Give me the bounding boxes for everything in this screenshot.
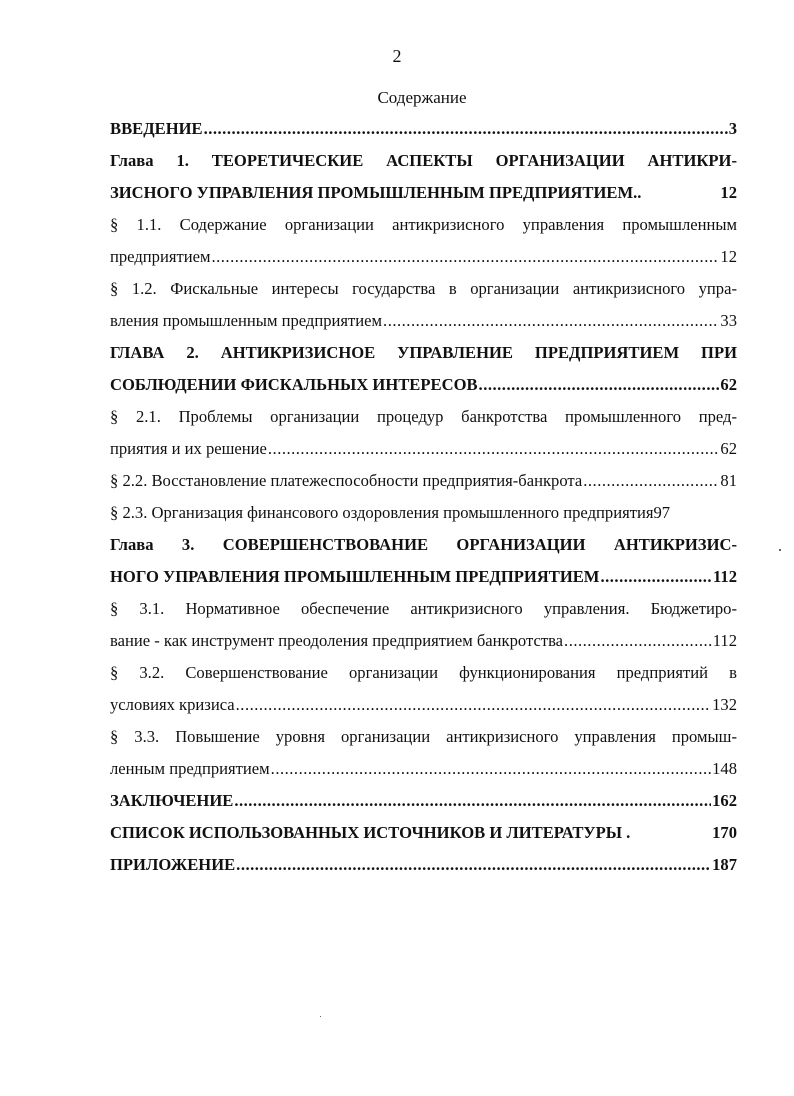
toc-entry-title: вание - как инструмент преодоления предприятием банкротства xyxy=(110,631,564,650)
toc-entry-title: приятия и их решение xyxy=(110,439,267,458)
toc-entry-appendix xyxy=(110,849,737,881)
toc-chapter-1-line-1: Глава 1. ТЕОРЕТИЧЕСКИЕ АСПЕКТЫ ОРГАНИЗАЦИИ АНТИКРИ- xyxy=(110,151,737,170)
toc-page-number: 62 xyxy=(720,439,737,458)
toc-leader-dots xyxy=(383,305,719,337)
toc-leader-dots xyxy=(268,433,720,465)
toc-entry-title: НОГО УПРАВЛЕНИЯ ПРОМЫШЛЕННЫМ ПРЕДПРИЯТИЕМ xyxy=(110,567,600,586)
toc-entry-title: вления промышленным предприятием xyxy=(110,311,383,330)
toc-entry-title: СПИСОК ИСПОЛЬЗОВАННЫХ ИСТОЧНИКОВ И ЛИТЕРАТУРЫ . xyxy=(110,823,631,842)
toc-section-3-2-line-1: § 3.2. Совершенствование организации функционирования предприятий в xyxy=(110,663,737,682)
toc-chapter-2-line-2 xyxy=(110,369,737,401)
toc-chapter-3-line-1: Глава 3. СОВЕРШЕНСТВОВАНИЕ ОРГАНИЗАЦИИ АНТИКРИЗИС- xyxy=(110,535,737,554)
toc-section-1-1-line-1: § 1.1. Содержание организации антикризисного управления промышленным xyxy=(110,215,737,234)
toc-leader-dots xyxy=(564,625,712,657)
toc-page-number: 162 xyxy=(712,791,737,810)
toc-leader-dots xyxy=(236,689,711,721)
toc-page-number: 12 xyxy=(720,183,737,202)
toc-page-number: 170 xyxy=(712,823,737,842)
toc-section-2-2 xyxy=(110,465,737,497)
toc-leader-dots xyxy=(583,465,719,497)
toc-section-3-1-line-2 xyxy=(110,625,737,657)
toc-page-number: 148 xyxy=(712,759,737,778)
toc-heading: Содержание xyxy=(377,88,467,107)
scan-speck xyxy=(320,1016,321,1017)
scan-speck xyxy=(779,549,781,551)
toc-leader-dots xyxy=(234,785,711,817)
toc-page-number: 112 xyxy=(712,631,737,650)
toc-page-number: 187 xyxy=(712,855,737,874)
toc-leader-dots xyxy=(271,753,711,785)
toc-page-number: 62 xyxy=(720,375,737,394)
toc-chapter-1-line-2 xyxy=(110,177,737,209)
toc-entry-title: ВВЕДЕНИЕ xyxy=(110,119,203,138)
toc-page-number: 132 xyxy=(712,695,737,714)
toc-section-3-2-line-2 xyxy=(110,689,737,721)
toc-entry-title: § 2.2. Восстановление платежеспособности предприятия-банкрота xyxy=(110,471,583,490)
toc-entry-title: ПРИЛОЖЕНИЕ xyxy=(110,855,236,874)
toc-page-number: 112 xyxy=(713,567,737,586)
toc-section-1-1-line-2 xyxy=(110,241,737,273)
page-number: 2 xyxy=(392,46,402,66)
toc-chapter-3-line-2 xyxy=(110,561,737,593)
toc-entry-title: предприятием xyxy=(110,247,211,266)
toc-leader-dots xyxy=(211,241,719,273)
toc-entry-title: СОБЛЮДЕНИИ ФИСКАЛЬНЫХ ИНТЕРЕСОВ xyxy=(110,375,478,394)
toc-page-number: 81 xyxy=(720,471,737,490)
toc-entry-title: ленным предприятием xyxy=(110,759,270,778)
toc-entry-bibliography xyxy=(110,817,737,849)
toc-entry-intro xyxy=(110,113,737,145)
toc-leader-dots xyxy=(600,561,712,593)
table-of-contents xyxy=(110,113,737,881)
toc-page-number: 3 xyxy=(728,119,737,138)
toc-page-number: 33 xyxy=(720,311,737,330)
toc-page-number: 12 xyxy=(720,247,737,266)
toc-leader-dots xyxy=(479,369,720,401)
toc-section-3-1-line-1: § 3.1. Нормативное обеспечение антикризисного управления. Бюджетиро- xyxy=(110,599,737,618)
toc-chapter-2-line-1: ГЛАВА 2. АНТИКРИЗИСНОЕ УПРАВЛЕНИЕ ПРЕДПРИЯТИЕМ ПРИ xyxy=(110,343,737,362)
toc-section-3-3-line-1: § 3.3. Повышение уровня организации антикризисного управления промыш- xyxy=(110,727,737,746)
toc-section-3-3-line-2 xyxy=(110,753,737,785)
toc-section-2-1-line-1: § 2.1. Проблемы организации процедур банкротства промышленного пред- xyxy=(110,407,737,426)
toc-entry-title: ЗАКЛЮЧЕНИЕ xyxy=(110,791,234,810)
toc-entry-title: условиях кризиса xyxy=(110,695,235,714)
toc-leader-dots xyxy=(236,849,711,881)
toc-entry-title: ЗИСНОГО УПРАВЛЕНИЯ ПРОМЫШЛЕННЫМ ПРЕДПРИЯТИЕМ.. xyxy=(110,183,642,202)
toc-section-1-2-line-2 xyxy=(110,305,737,337)
toc-section-1-2-line-1: § 1.2. Фискальные интересы государства в организации антикризисного упра- xyxy=(110,279,737,298)
toc-entry-conclusion xyxy=(110,785,737,817)
toc-leader-dots xyxy=(204,113,728,145)
toc-section-2-3: § 2.3. Организация финансового оздоровления промышленного предприятия97 xyxy=(110,503,671,522)
toc-section-2-1-line-2 xyxy=(110,433,737,465)
